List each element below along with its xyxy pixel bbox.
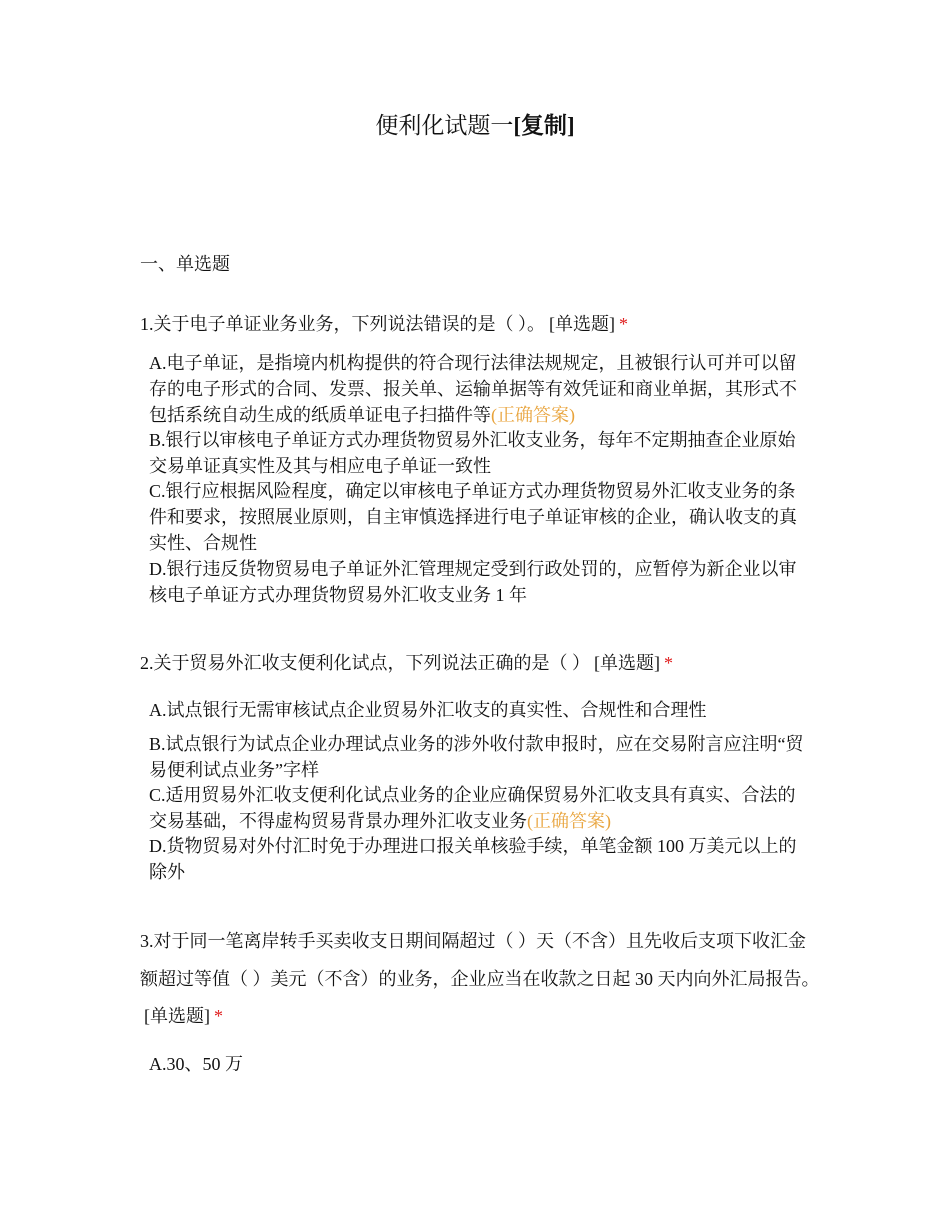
question-2-text: 2.关于贸易外汇收支便利化试点，下列说法正确的是（ ） [140, 653, 590, 673]
question-1-option-b[interactable] [149, 427, 809, 479]
option-text: A.试点银行无需审核试点企业贸易外汇收支的真实性、合规性和合理性 [149, 700, 707, 720]
question-1-type: [单选题] [549, 314, 615, 334]
question-2-option-a[interactable] [149, 697, 809, 723]
question-1-stem [140, 311, 820, 337]
question-1-text: 1.关于电子单证业务业务，下列说法错误的是（ ）。 [140, 314, 545, 334]
option-text: D.货物贸易对外付汇时免于办理进口报关单核验手续，单笔金额 100 万美元以上的除外 [149, 836, 797, 882]
page-title-main: 便利化试题一 [375, 113, 514, 138]
question-3-text: 3.对于同一笔离岸转手买卖收支日期间隔超过（ ）天（不含）且先收后支项下收汇金额超过等值（ ）美元（不含）的业务，企业应当在收款之日起 30 天内向外汇局报告。 [140, 931, 820, 989]
required-mark: * [214, 1006, 223, 1026]
question-3-type: [单选题] [144, 1006, 210, 1026]
question-2-option-b[interactable] [149, 731, 809, 783]
page-title [0, 110, 950, 142]
option-text: B.银行以审核电子单证方式办理货物贸易外汇收支业务，每年不定期抽查企业原始交易单证真实性及其与相应电子单证一致性 [149, 430, 796, 476]
question-2-stem [140, 650, 820, 676]
option-text: C.适用贸易外汇收支便利化试点业务的企业应确保贸易外汇收支具有真实、合法的交易基础，不得虚构贸易背景办理外汇收支业务 [149, 785, 796, 831]
question-3-option-a[interactable] [149, 1051, 809, 1077]
correct-answer-label: (正确答案) [491, 405, 575, 425]
option-text: C.银行应根据风险程度，确定以审核电子单证方式办理货物贸易外汇收支业务的条件和要求，按照展业原则，自主审慎选择进行电子单证审核的企业，确认收支的真实性、合规性 [149, 481, 797, 553]
question-2-option-c[interactable] [149, 782, 809, 834]
question-1-option-d[interactable] [149, 556, 809, 608]
option-text: B.试点银行为试点企业办理试点业务的涉外收付款申报时，应在交易附言应注明“贸易便利试点业务”字样 [149, 734, 804, 780]
option-text: D.银行违反货物贸易电子单证外汇管理规定受到行政处罚的，应暂停为新企业以审核电子单证方式办理货物贸易外汇收支业务 1 年 [149, 559, 797, 605]
question-2-option-d[interactable] [149, 833, 809, 885]
question-1-option-c[interactable] [149, 478, 809, 556]
section-title: 一、单选题 [140, 254, 230, 274]
required-mark: * [664, 653, 673, 673]
option-text: A.30、50 万 [149, 1054, 243, 1074]
question-2-type: [单选题] [594, 653, 660, 673]
required-mark: * [619, 314, 628, 334]
question-1-option-a[interactable] [149, 350, 809, 428]
question-3-stem [140, 923, 820, 1036]
correct-answer-label: (正确答案) [527, 811, 611, 831]
option-text: A.电子单证，是指境内机构提供的符合现行法律法规规定，且被银行认可并可以留存的电子形式的合同、发票、报关单、运输单据等有效凭证和商业单据，其形式不包括系统自动生成的纸质单证电子扫描件等 [149, 353, 797, 425]
page-title-suffix: [复制] [513, 113, 575, 138]
